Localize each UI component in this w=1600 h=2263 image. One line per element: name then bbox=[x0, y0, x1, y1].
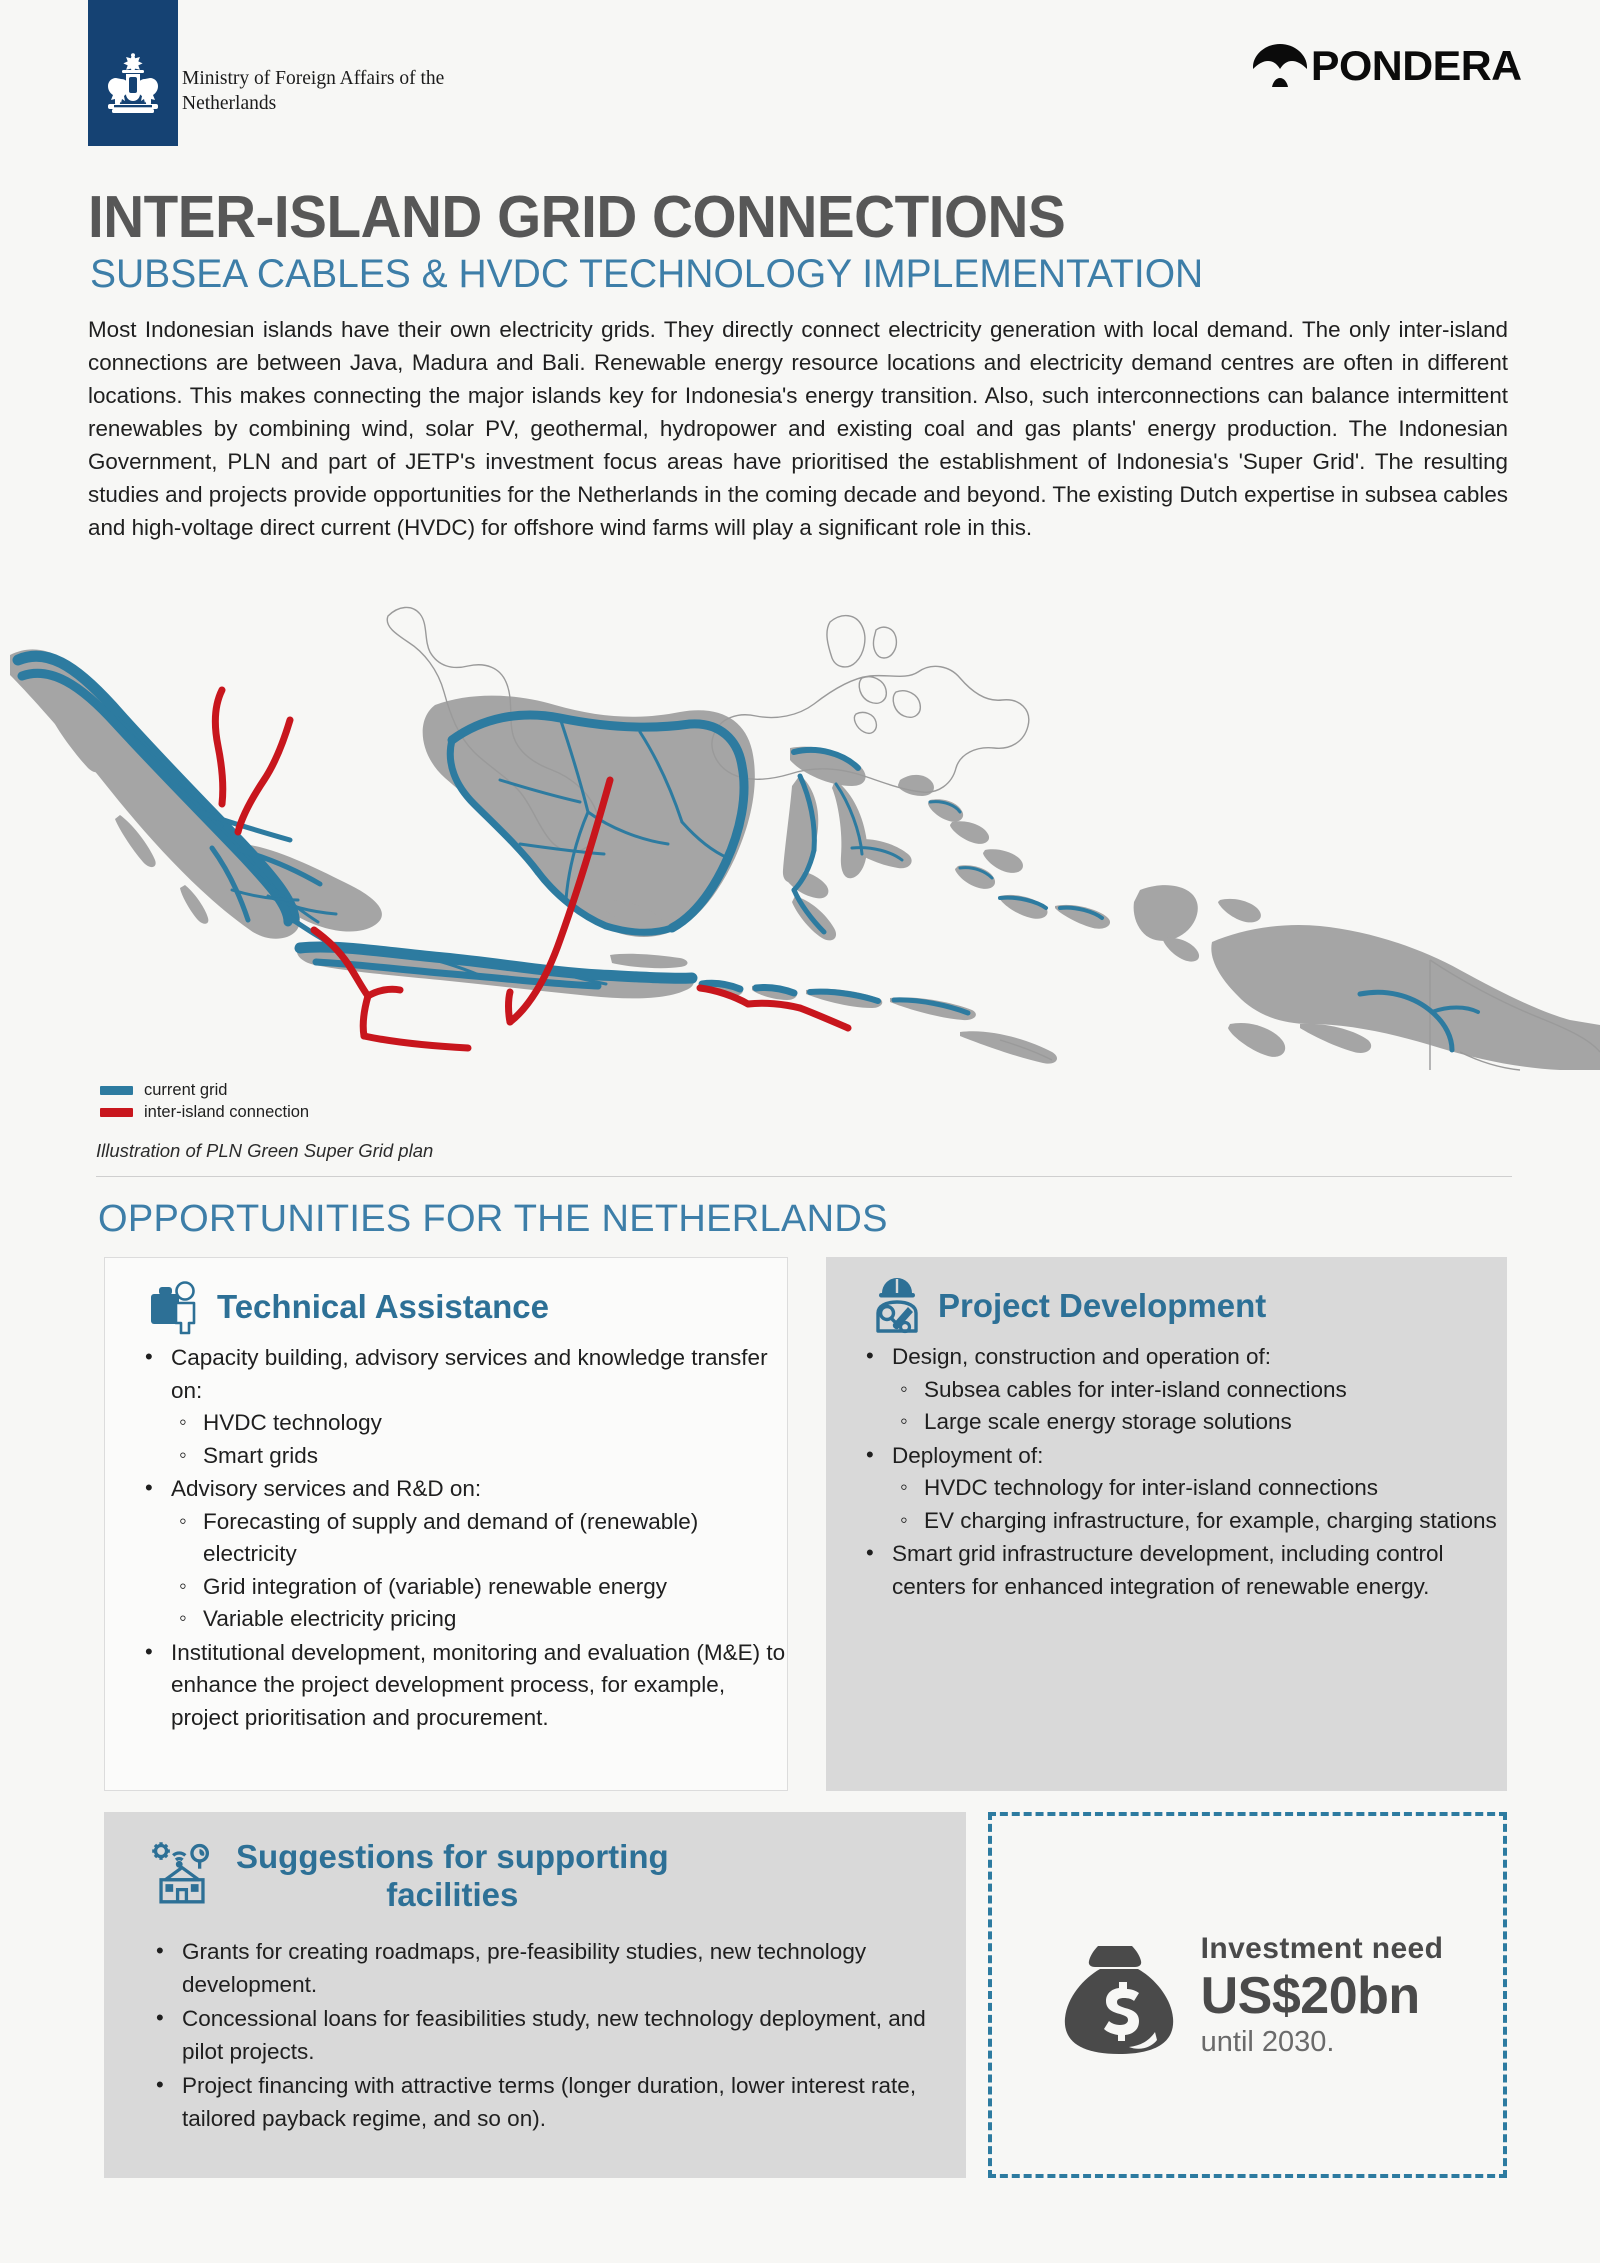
card-supporting-facilities-header bbox=[104, 1812, 966, 1914]
list-item bbox=[182, 2070, 966, 2135]
card-project-development-header bbox=[826, 1257, 1507, 1335]
list-item-text: • Deployment of: bbox=[892, 1440, 1507, 1473]
pondera-wordmark: PONDERA bbox=[1311, 42, 1523, 89]
investment-need-amount: US$20bn bbox=[1200, 1967, 1420, 2025]
sub-list bbox=[171, 1407, 787, 1472]
sub-list-item: ◦ Subsea cables for inter-island connections bbox=[924, 1374, 1507, 1407]
sub-list-item: ◦ HVDC technology for inter-island connections bbox=[924, 1472, 1507, 1505]
card-technical-assistance-list bbox=[105, 1342, 787, 1734]
legend-swatch-current-grid bbox=[100, 1086, 133, 1095]
sub-list-item: ◦ Variable electricity pricing bbox=[203, 1603, 787, 1636]
indonesia-grid-map bbox=[0, 600, 1600, 1130]
card-supporting-facilities-list bbox=[104, 1936, 966, 2135]
card-project-development bbox=[826, 1257, 1507, 1791]
legend-label-current-grid: current grid bbox=[144, 1080, 228, 1099]
list-item bbox=[892, 1440, 1507, 1538]
netherlands-government-logo bbox=[88, 0, 178, 146]
page-subtitle: SUBSEA CABLES & HVDC TECHNOLOGY IMPLEMENTATION bbox=[90, 252, 1204, 296]
briefcase-person-icon bbox=[147, 1278, 205, 1336]
map-graphic bbox=[0, 600, 1600, 1130]
card-supporting-facilities-title bbox=[236, 1838, 669, 1914]
sub-list-item: ◦ EV charging infrastructure, for example, charging stations bbox=[924, 1505, 1507, 1538]
legend-item-current-grid bbox=[100, 1079, 520, 1101]
list-item-text: • Concessional loans for feasibilities study, new technology deployment, and pilot projects. bbox=[182, 2003, 966, 2068]
ministry-logo-label-line1: Ministry of Foreign Affairs of the bbox=[182, 68, 445, 89]
list-item-text: • Grants for creating roadmaps, pre-feasibility studies, new technology development. bbox=[182, 1936, 966, 2001]
card-technical-assistance-title: Technical Assistance bbox=[217, 1288, 549, 1325]
list-item-text: • Capacity building, advisory services and knowledge transfer on: bbox=[171, 1342, 787, 1407]
sub-list-item: ◦ Large scale energy storage solutions bbox=[924, 1406, 1507, 1439]
investment-need-until: until 2030. bbox=[1200, 2026, 1335, 2058]
card-technical-assistance bbox=[104, 1257, 788, 1791]
page-header bbox=[0, 0, 1600, 150]
smart-building-icon bbox=[150, 1840, 214, 1904]
legend-item-inter-island bbox=[100, 1101, 520, 1123]
sub-list bbox=[171, 1506, 787, 1636]
pondera-logo bbox=[1249, 40, 1523, 92]
sub-list-item: ◦ HVDC technology bbox=[203, 1407, 787, 1440]
card-supporting-facilities bbox=[104, 1812, 966, 2178]
investment-need-content bbox=[992, 1816, 1503, 2174]
card-supporting-facilities-title-line2: facilities bbox=[386, 1876, 519, 1913]
card-investment-need bbox=[988, 1812, 1507, 2178]
card-project-development-title: Project Development bbox=[938, 1287, 1267, 1324]
list-item bbox=[171, 1637, 787, 1735]
list-item bbox=[171, 1473, 787, 1636]
sub-list bbox=[892, 1472, 1507, 1537]
list-item bbox=[892, 1341, 1507, 1439]
list-item-text: • Smart grid infrastructure development, including control centers for enhanced integration of renewable energy. bbox=[892, 1538, 1507, 1603]
investment-need-label: Investment need bbox=[1200, 1932, 1444, 1965]
horizontal-divider bbox=[96, 1176, 1512, 1177]
list-item-text: • Project financing with attractive terms (longer duration, lower interest rate, tailored payback regime, and so on). bbox=[182, 2070, 966, 2135]
engineer-tools-icon bbox=[868, 1277, 926, 1335]
map-caption: Illustration of PLN Green Super Grid plan bbox=[96, 1140, 434, 1161]
list-item bbox=[182, 1936, 966, 2001]
sub-list-item: ◦ Grid integration of (variable) renewable energy bbox=[203, 1571, 787, 1604]
sub-list-item: ◦ Smart grids bbox=[203, 1440, 787, 1473]
investment-need-texts bbox=[1201, 1931, 1444, 2059]
pondera-mark-icon bbox=[1249, 40, 1311, 92]
card-supporting-facilities-title-line1: Suggestions for supporting bbox=[236, 1838, 669, 1875]
sub-list-item: ◦ Forecasting of supply and demand of (renewable) electricity bbox=[203, 1506, 787, 1571]
intro-paragraph: Most Indonesian islands have their own electricity grids. They directly connect electricity generation with local demand. The only inter-island connections are between Java, Madura and Bali. Renewable energy resource locations and electricity demand centres are often in different locations. This makes connecting the major islands key for Indonesia's energy transition. Also, such interconnections can balance intermittent renewables by combining wind, solar PV, geothermal, hydropower and existing coal and gas plants' energy production. The Indonesian Government, PLN and part of JETP's investment focus areas have prioritised the establishment of Indonesia's 'Super Grid'. The resulting studies and projects provide opportunities for the Netherlands in the coming decade and beyond. The existing Dutch expertise in subsea cables and high-voltage direct current (HVDC) for offshore wind farms will play a significant role in this. bbox=[88, 317, 1508, 540]
ministry-logo-label-line2: Netherlands bbox=[182, 93, 277, 114]
investment-need-row bbox=[1052, 1928, 1444, 2063]
dutch-coat-of-arms-icon bbox=[102, 52, 164, 118]
list-item-text: • Institutional development, monitoring and evaluation (M&E) to enhance the project development process, for example, project prioritisation and procurement. bbox=[171, 1637, 787, 1735]
ministry-logo-label bbox=[182, 66, 512, 116]
card-project-development-list bbox=[826, 1341, 1507, 1603]
list-item bbox=[171, 1342, 787, 1472]
page-title: INTER-ISLAND GRID CONNECTIONS bbox=[88, 184, 1066, 250]
sub-list bbox=[892, 1374, 1507, 1439]
section-heading-opportunities: OPPORTUNITIES FOR THE NETHERLANDS bbox=[98, 1198, 888, 1240]
legend-swatch-inter-island bbox=[100, 1108, 133, 1117]
money-bag-icon bbox=[1052, 1928, 1187, 2063]
legend-label-inter-island: inter-island connection bbox=[144, 1102, 310, 1121]
list-item bbox=[892, 1538, 1507, 1603]
map-legend bbox=[100, 1079, 520, 1123]
list-item bbox=[182, 2003, 966, 2068]
card-technical-assistance-header bbox=[105, 1258, 787, 1336]
list-item-text: • Design, construction and operation of: bbox=[892, 1341, 1507, 1374]
list-item-text: • Advisory services and R&D on: bbox=[171, 1473, 787, 1506]
